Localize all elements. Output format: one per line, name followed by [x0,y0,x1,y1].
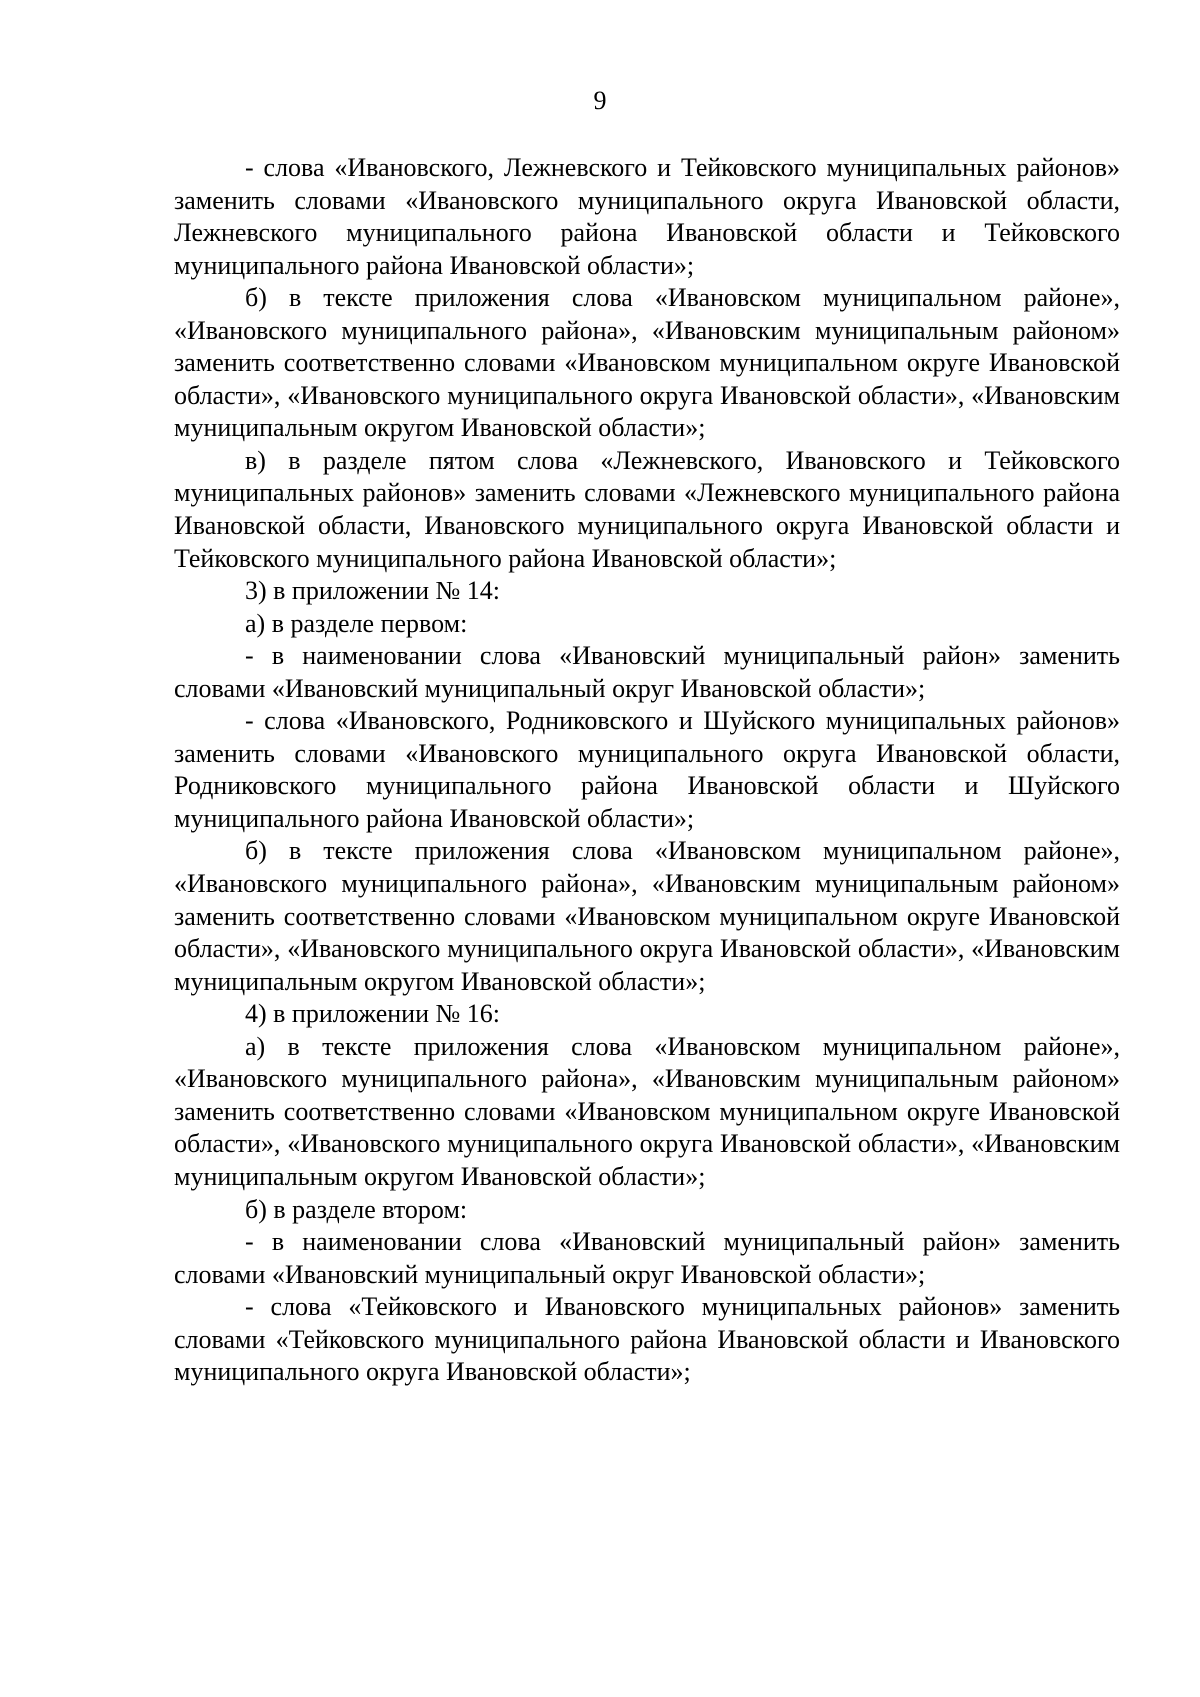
paragraph: 4) в приложении № 16: [245,999,501,1029]
paragraph: - слова «Тейковского и Ивановского муниципальных районов» заменить словами «Тейковского муниципального района Ивановской области и Ивановского муниципального округа Ивановской области»; [174,1292,1120,1387]
paragraph: б) в тексте приложения слова «Ивановском муниципальном районе», «Ивановского муниципального района», «Ивановским муниципальным районом» заменить соответственно словами «Ивановском муниципальном округе Ивановской области», «Ивановского муниципального округа Ивановской области», «Ивановским муниципальным округом Ивановской области»; [174,836,1120,996]
paragraph: б) в тексте приложения слова «Ивановском муниципальном районе», «Ивановского муниципального района», «Ивановским муниципальным районом» заменить соответственно словами «Ивановском муниципальном округе Ивановской области», «Ивановского муниципального округа Ивановской области», «Ивановским муниципальным округом Ивановской области»; [174,283,1120,443]
paragraph: а) в тексте приложения слова «Ивановском муниципальном районе», «Ивановского муниципального района», «Ивановским муниципальным районом» заменить соответственно словами «Ивановском муниципальном округе Ивановской области», «Ивановского муниципального округа Ивановской области», «Ивановским муниципальным округом Ивановской области»; [174,1031,1120,1191]
page-number: 9 [593,86,607,115]
paragraph: - слова «Ивановского, Лежневского и Тейковского муниципальных районов» заменить словами «Ивановского муниципального округа Ивановской области, Лежневского муниципального района Ивановской области и Тейковского муниципального района Ивановской области»; [174,153,1120,280]
paragraph: - слова «Ивановского, Родниковского и Шуйского муниципальных районов» заменить словами «Ивановского муниципального округа Ивановской области, Родниковского муниципального района Ивановской области и Шуйского муниципального района Ивановской области»; [174,706,1120,833]
paragraph: - в наименовании слова «Ивановский муниципальный район» заменить словами «Ивановский муниципальный округ Ивановской области»; [174,641,1120,703]
paragraph: в) в разделе пятом слова «Лежневского, Ивановского и Тейковского муниципальных районов» заменить словами «Лежневского муниципального района Ивановской области, Ивановского муниципального округа Ивановской области и Тейковского муниципального района Ивановской области»; [174,445,1120,573]
paragraph: - в наименовании слова «Ивановский муниципальный район» заменить словами «Ивановский муниципальный округ Ивановской области»; [174,1227,1120,1289]
paragraph: а) в разделе первом: [245,608,468,638]
paragraph: б) в разделе втором: [245,1194,468,1224]
document-body [174,152,1120,1389]
paragraph: 3) в приложении № 14: [245,576,501,606]
